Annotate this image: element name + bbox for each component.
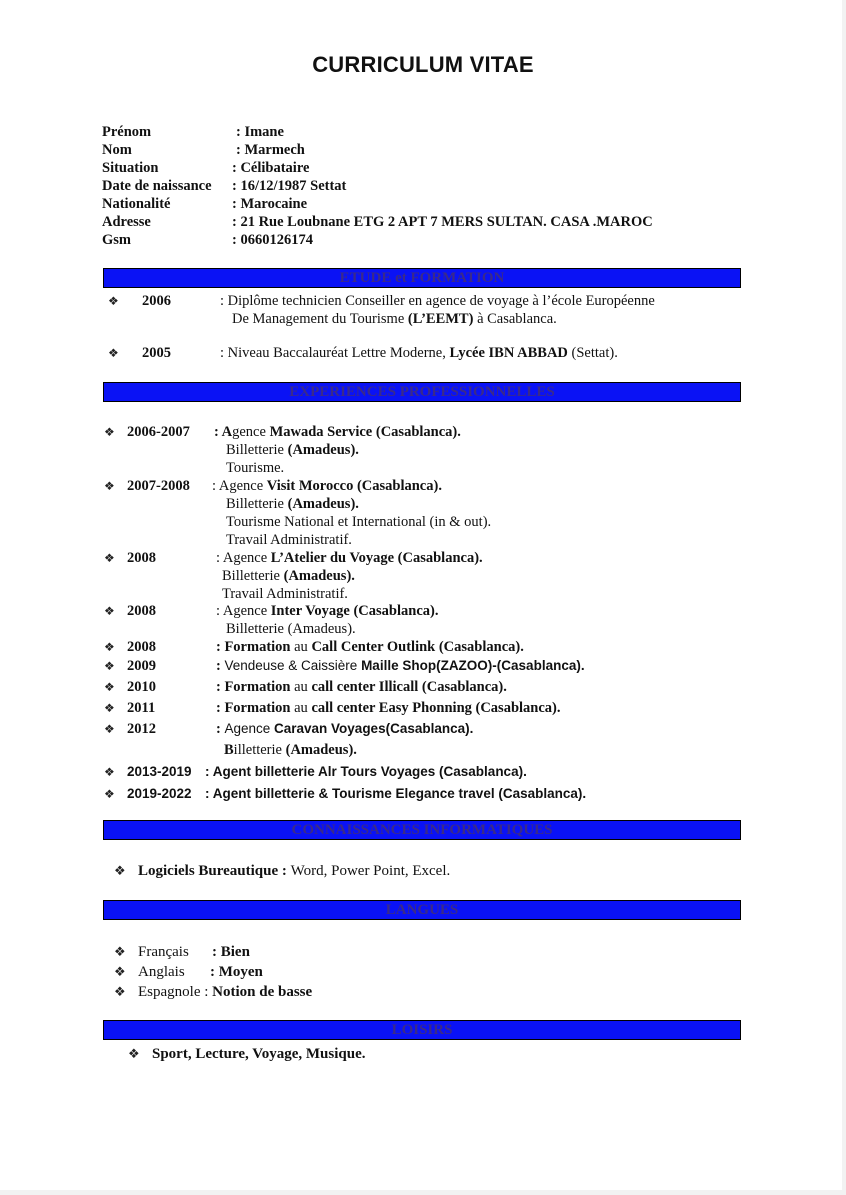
experience-text: (Amadeus).	[285, 742, 357, 758]
info-row	[102, 195, 653, 213]
experience-line: Tourisme.	[226, 460, 285, 476]
bullet-icon: ❖	[104, 765, 115, 779]
section-header-education: ETUDE et FORMATION	[103, 268, 741, 288]
bullet-icon: ❖	[114, 944, 126, 959]
experience-text: : A	[214, 424, 233, 440]
info-label: Date de naissance	[102, 178, 212, 194]
experience-line	[226, 495, 359, 513]
experience-text: : Agence	[216, 550, 271, 566]
info-value: : 21 Rue Loubnane ETG 2 APT 7 MERS SULTAN. CASA .MAROC	[232, 214, 653, 230]
experience-text: au	[294, 639, 312, 655]
experience-year: 2008	[127, 603, 156, 619]
language-separator: :	[204, 984, 213, 1000]
experience-line	[216, 699, 561, 717]
experience-text: au	[294, 700, 312, 716]
bullet-icon: ❖	[104, 787, 115, 801]
education-year: 2006	[142, 293, 171, 309]
experience-year: 2011	[127, 700, 156, 716]
info-row	[102, 177, 653, 195]
language-name: Français	[138, 944, 189, 960]
education-line	[220, 344, 618, 362]
language-name: Espagnole	[138, 984, 205, 1000]
experience-year: 2008	[127, 639, 156, 655]
experience-company: L’Atelier du Voyage (Casablanca).	[270, 550, 483, 566]
experience-line	[222, 567, 355, 585]
experience-line	[216, 657, 585, 675]
experience-line: : Agent billetterie Alr Tours Voyages (Casablanca).	[205, 764, 527, 779]
experience-text: illetterie	[233, 742, 286, 758]
experience-line	[216, 549, 483, 567]
info-label: Gsm	[102, 232, 131, 248]
info-row	[102, 213, 653, 231]
experience-text: : Formation	[216, 700, 295, 716]
experience-year: 2010	[127, 679, 156, 695]
bullet-icon: ❖	[104, 659, 115, 673]
experience-text: Vendeuse & Caissière	[224, 658, 362, 673]
info-row	[102, 159, 653, 177]
experience-text: (Amadeus).	[287, 442, 359, 458]
experience-line	[226, 441, 359, 459]
experience-text: Billetterie	[226, 496, 288, 512]
info-value: : Imane	[236, 124, 284, 140]
education-school: Lycée IBN ABBAD	[449, 345, 568, 361]
experience-line: : Agent billetterie & Tourisme Elegance travel (Casablanca).	[205, 786, 587, 801]
it-skills	[138, 862, 450, 880]
experience-year: 2006-2007	[127, 424, 190, 440]
experience-company: call center Easy Phonning (Casablanca).	[311, 700, 561, 716]
experience-company: Maille Shop(ZAZOO)-(Casablanca).	[361, 658, 585, 673]
experience-company: Call Center Outlink (Casablanca).	[311, 639, 524, 655]
education-text: : Niveau Baccalauréat Lettre Moderne,	[220, 345, 450, 361]
experience-company: Caravan Voyages(Casablanca).	[274, 721, 474, 736]
info-row	[102, 141, 653, 159]
experience-line: Billetterie (Amadeus).	[226, 621, 356, 637]
bullet-icon: ❖	[104, 479, 115, 493]
experience-text: : Formation	[216, 679, 295, 695]
bullet-icon: ❖	[104, 680, 115, 694]
info-value: : 16/12/1987 Settat	[232, 178, 347, 194]
experience-line	[224, 741, 357, 759]
experience-line: Travail Administratif.	[226, 532, 352, 548]
experience-text: Billetterie	[226, 442, 288, 458]
experience-text: :	[216, 721, 225, 737]
experience-line	[216, 720, 473, 738]
education-text: De Management du Tourisme	[232, 311, 408, 327]
bullet-icon: ❖	[114, 964, 126, 979]
experience-text: : Formation	[216, 639, 295, 655]
personal-info	[102, 123, 653, 249]
experience-line	[212, 477, 442, 495]
bullet-icon: ❖	[104, 640, 115, 654]
experience-text: B	[224, 742, 234, 758]
language-level: : Bien	[212, 944, 250, 960]
experience-line	[216, 602, 438, 620]
language-item	[138, 983, 312, 1001]
bullet-icon: ❖	[104, 425, 115, 439]
experience-line	[216, 678, 507, 696]
experience-year: 2019-2022	[127, 786, 192, 801]
hobbies-list: Sport, Lecture, Voyage, Musique.	[152, 1046, 366, 1062]
info-label: Adresse	[102, 214, 151, 230]
experience-year: 2007-2008	[127, 478, 190, 494]
education-text: (Settat).	[567, 345, 618, 361]
education-line	[232, 310, 557, 328]
language-level: Notion de basse	[212, 984, 313, 1000]
experience-text: : Agence	[216, 603, 271, 619]
experience-text: gence	[232, 424, 270, 440]
bullet-icon: ❖	[128, 1046, 140, 1061]
info-row	[102, 123, 653, 141]
experience-text: (Amadeus).	[283, 568, 355, 584]
section-header-it: CONNAISSANCES INFORMATIQUES	[103, 820, 741, 840]
bullet-icon: ❖	[114, 984, 126, 999]
experience-year: 2013-2019	[127, 764, 192, 779]
bullet-icon: ❖	[104, 604, 115, 618]
experience-year: 2008	[127, 550, 156, 566]
experience-year: 2012	[127, 721, 156, 737]
experience-company: call center Illicall (Casablanca).	[311, 679, 507, 695]
experience-text: (Amadeus).	[287, 496, 359, 512]
info-label: Nom	[102, 142, 132, 158]
info-label: Nationalité	[102, 196, 171, 212]
experience-line	[214, 423, 461, 441]
bullet-icon: ❖	[108, 294, 119, 308]
page-title: CURRICULUM VITAE	[312, 52, 534, 77]
bullet-icon: ❖	[108, 346, 119, 360]
language-level: : Moyen	[210, 964, 263, 980]
experience-text: Billetterie	[222, 568, 284, 584]
section-header-experience: EXPERIENCES PROFESSIONNELLES	[103, 382, 741, 402]
experience-text: au	[294, 679, 312, 695]
experience-company: Visit Morocco (Casablanca).	[266, 478, 442, 494]
education-year: 2005	[142, 345, 171, 361]
language-item	[138, 943, 250, 961]
experience-line: Tourisme National et International (in & out).	[226, 514, 492, 530]
bullet-icon: ❖	[104, 722, 115, 736]
info-value: : Marmech	[236, 142, 305, 158]
experience-text: :	[216, 658, 225, 674]
experience-text: : Agence	[212, 478, 267, 494]
bullet-icon: ❖	[104, 551, 115, 565]
bullet-icon: ❖	[114, 863, 126, 878]
experience-company: Mawada Service (Casablanca).	[269, 424, 461, 440]
bullet-icon: ❖	[104, 701, 115, 715]
language-item	[138, 963, 263, 981]
info-value: : Marocaine	[232, 196, 308, 212]
info-label: Prénom	[102, 124, 152, 140]
education-school: (L’EEMT)	[407, 311, 474, 327]
experience-line	[216, 638, 524, 656]
experience-text: Agence	[224, 721, 275, 736]
section-header-languages: LANGUES	[103, 900, 741, 920]
education-line: : Diplôme technicien Conseiller en agence de voyage à l’école Européenne	[220, 293, 655, 309]
experience-year: 2009	[127, 658, 156, 674]
it-skills-value: Word, Power Point, Excel.	[290, 863, 451, 879]
experience-line: Travail Administratif.	[222, 586, 348, 602]
it-skills-label: Logiciels Bureautique :	[138, 863, 291, 879]
language-name: Anglais	[138, 964, 185, 980]
education-text: à Casablanca.	[473, 311, 557, 327]
info-row	[102, 231, 653, 249]
info-value: : 0660126174	[232, 232, 313, 248]
info-value: : Célibataire	[232, 160, 310, 176]
experience-company: Inter Voyage (Casablanca).	[270, 603, 439, 619]
section-header-hobbies: LOISIRS	[103, 1020, 741, 1040]
info-label: Situation	[102, 160, 159, 176]
